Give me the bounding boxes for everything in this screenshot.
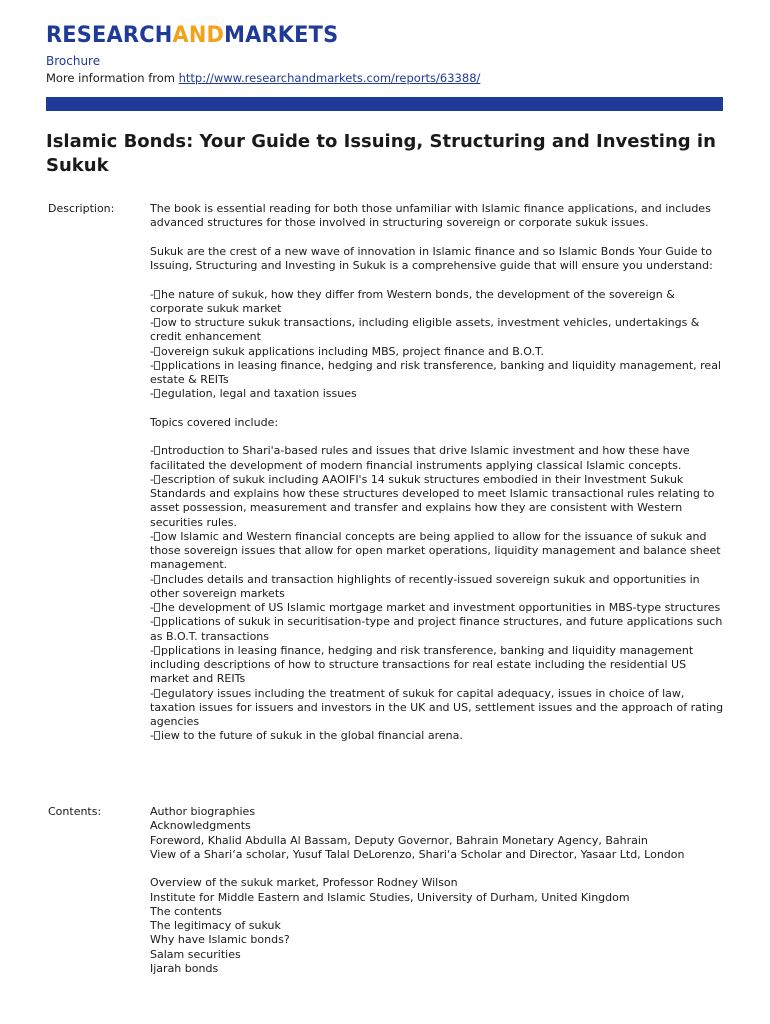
bullet-text: pplications in leasing finance, hedging and risk transference, banking and liquidity management, real estate & REITs — [150, 358, 721, 386]
bullet-dash: - — [150, 387, 154, 401]
bullet-item — [150, 387, 728, 401]
contents-block — [150, 805, 728, 862]
contents-line: The contents — [150, 904, 222, 918]
contents-line: Ijarah bonds — [150, 961, 219, 975]
contents-body — [150, 805, 728, 990]
missing-glyph-icon — [154, 532, 160, 541]
bullet-item — [150, 316, 728, 345]
understand-list — [150, 288, 728, 402]
bullet-item — [150, 729, 728, 743]
bullet-dash: - — [150, 729, 154, 743]
topics-list — [150, 444, 728, 743]
bullet-text: pplications of sukuk in securitisation-type and project finance structures, and future applications such as B.O.T. transactions — [150, 615, 723, 643]
missing-glyph-icon — [154, 475, 160, 484]
bullet-text: escription of sukuk including AAOIFI's 14 sukuk structures embodied in their Investment Sukuk Standards and explains how these structures developed to meet Islamic transactional rules relating to asset possession, measurement and transfer and explains how they are consistent with Western securities rules. — [150, 472, 715, 529]
bullet-item — [150, 288, 728, 317]
bullet-item — [150, 687, 728, 730]
missing-glyph-icon — [154, 575, 160, 584]
bullet-dash: - — [150, 686, 154, 700]
topics-heading: Topics covered include: — [150, 415, 279, 429]
bullet-text: ow Islamic and Western financial concepts are being applied to allow for the issuance of sukuk and those sovereign issues that allow for open market operations, liquidity management and balance sheet management. — [150, 529, 721, 572]
more-info-line — [46, 71, 480, 85]
description-body — [150, 202, 728, 758]
missing-glyph-icon — [154, 731, 160, 740]
contents-label: Contents: — [48, 805, 102, 818]
bullet-dash: - — [150, 287, 154, 301]
header-divider-bar — [46, 97, 723, 111]
bullet-dash: - — [150, 529, 154, 543]
bullet-dash: - — [150, 601, 154, 614]
bullet-text: ntroduction to Shari'a-based rules and issues that drive Islamic investment and how these have facilitated the development of modern financial instruments applying classical Islamic concepts. — [150, 444, 690, 472]
bullet-dash: - — [150, 472, 154, 486]
bullet-dash: - — [150, 358, 154, 372]
bullet-dash: - — [150, 572, 154, 586]
contents-line: View of a Shari‘a scholar, Yusuf Talal DeLorenzo, Shari‘a Scholar and Director, Yasaar Ltd, London — [150, 847, 685, 861]
bullet-item — [150, 444, 728, 473]
contents-line: Acknowledgments — [150, 819, 251, 833]
bullet-text: egulatory issues including the treatment of sukuk for capital adequacy, issues in choice of law, taxation issues for issuers and investors in the UK and US, settlement issues and the approach of rating agencies — [150, 686, 724, 728]
bullet-text: pplications in leasing finance, hedging and risk transference, banking and liquidity management including descriptions of how to structure transactions for real estate including the residential US market and REITs — [150, 643, 694, 686]
contents-line: Institute for Middle Eastern and Islamic Studies, University of Durham, United Kingdom — [150, 890, 630, 904]
logo-markets: MARKETS — [224, 22, 339, 48]
bullet-text: ow to structure sukuk transactions, including eligible assets, investment vehicles, undertakings & credit enhancement — [150, 316, 700, 344]
missing-glyph-icon — [154, 603, 160, 612]
bullet-item — [150, 601, 728, 615]
bullet-dash: - — [150, 615, 154, 629]
contents-line: Author biographies — [150, 805, 256, 818]
missing-glyph-icon — [154, 318, 160, 327]
missing-glyph-icon — [154, 290, 160, 299]
bullet-item — [150, 530, 728, 573]
description-label: Description: — [48, 202, 115, 215]
bullet-item — [150, 473, 728, 530]
missing-glyph-icon — [154, 361, 160, 370]
contents-line: Salam securities — [150, 947, 241, 961]
bullet-text: ncludes details and transaction highlights of recently-issued sovereign sukuk and opportunities in other sovereign markets — [150, 572, 700, 600]
bullet-item — [150, 359, 728, 388]
missing-glyph-icon — [154, 446, 160, 455]
description-paragraph: The book is essential reading for both those unfamiliar with Islamic finance applications, and includes advanced structures for those involved in structuring sovereign or corporate sukuk issues. — [150, 202, 711, 230]
bullet-dash: - — [150, 316, 154, 329]
logo-and: AND — [172, 22, 225, 48]
bullet-text: iew to the future of sukuk in the global financial arena. — [160, 729, 463, 743]
bullet-item — [150, 573, 728, 602]
bullet-text: overeign sukuk applications including MBS, project finance and B.O.T. — [160, 344, 544, 358]
brochure-label: Brochure — [46, 54, 101, 68]
contents-line: Why have Islamic bonds? — [150, 933, 290, 947]
research-and-markets-logo — [46, 22, 338, 48]
missing-glyph-icon — [154, 389, 160, 398]
bullet-dash: - — [150, 444, 154, 458]
logo-research: RESEARCH — [46, 22, 173, 48]
missing-glyph-icon — [154, 689, 160, 698]
report-link[interactable]: http://www.researchandmarkets.com/reports/63388/ — [178, 71, 481, 85]
missing-glyph-icon — [154, 347, 160, 356]
description-paragraph: Sukuk are the crest of a new wave of innovation in Islamic finance and so Islamic Bonds Your Guide to Issuing, Structuring and Investing in Sukuk is a comprehensive guide that will ensure you understand: — [150, 244, 713, 272]
missing-glyph-icon — [154, 646, 160, 655]
bullet-dash: - — [150, 344, 154, 358]
bullet-text: egulation, legal and taxation issues — [160, 387, 357, 401]
contents-line: Foreword, Khalid Abdulla Al Bassam, Deputy Governor, Bahrain Monetary Agency, Bahrain — [150, 833, 648, 847]
more-info-prefix: More information from — [46, 71, 179, 85]
contents-line: Overview of the sukuk market, Professor Rodney Wilson — [150, 876, 458, 890]
contents-block — [150, 876, 728, 976]
bullet-dash: - — [150, 643, 154, 657]
bullet-item — [150, 345, 728, 359]
bullet-item — [150, 644, 728, 687]
contents-line: The legitimacy of sukuk — [150, 919, 281, 932]
bullet-text: he development of US Islamic mortgage market and investment opportunities in MBS-type structures — [160, 601, 721, 614]
bullet-item — [150, 615, 728, 644]
missing-glyph-icon — [154, 617, 160, 626]
page-title: Islamic Bonds: Your Guide to Issuing, Structuring and Investing in Sukuk — [46, 131, 716, 176]
bullet-text: he nature of sukuk, how they differ from Western bonds, the development of the sovereign & corporate sukuk market — [150, 287, 675, 315]
